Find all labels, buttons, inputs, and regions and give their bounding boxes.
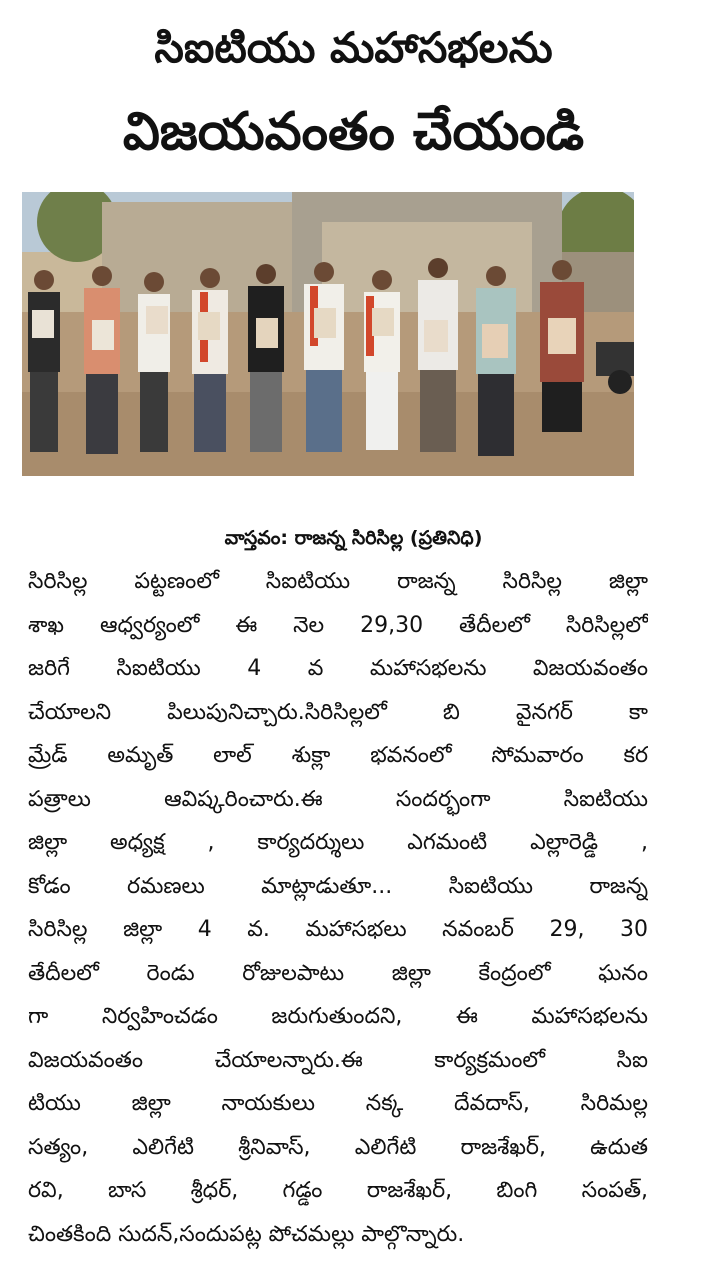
article-line: గా నిర్వహించడం జరుగుతుందని, ఈ మహాసభలను (28, 1004, 648, 1029)
article-line: చింతకింది సుదన్,సందుపట్ల పోచమల్లు పాల్గొన్నారు. (28, 1221, 465, 1247)
article-line: కోడం రమణలు మాట్లాడుతూ... సిఐటియు రాజన్న (28, 873, 648, 899)
article-body (28, 560, 648, 1256)
article-line: మ్రేడ్ అమృత్ లాల్ శుక్లా భవనంలో సోమవారం కర (28, 743, 648, 768)
article-line: సత్యం, ఎలిగేటి శ్రీనివాస్, ఎలిగేటి రాజశేఖర్, ఉదుత (28, 1134, 648, 1160)
article-dateline: వాస్తవం: రాజన్న సిరిసిల్ల (ప్రతినిధి) (224, 527, 483, 549)
news-photo (22, 192, 634, 476)
article-line: విజయవంతం చేయాలన్నారు.ఈ కార్యక్రమంలో సిఐ (28, 1047, 648, 1073)
article-line: జరిగే సిఐటియు 4 వ మహాసభలను విజయవంతం (28, 656, 648, 681)
article-line: పత్రాలు ఆవిష్కరించారు.ఈ సందర్భంగా సిఐటియు (28, 786, 648, 812)
article-line: జిల్లా అధ్యక్ష , కార్యదర్శులు ఎగమంటి ఎల్లారెడ్డి , (28, 830, 648, 855)
article-line: టియు జిల్లా నాయకులు నక్క దేవదాస్, సిరిమల్ల (28, 1091, 648, 1116)
article-line: తేదీలలో రెండు రోజులపాటు జిల్లా కేంద్రంలో ఘనం (28, 960, 648, 986)
group-photo-icon (22, 192, 634, 476)
article-line: సిరిసిల్ల జిల్లా 4 వ. మహాసభలు నవంబర్ 29, 30 (28, 917, 648, 942)
article-line: సిరిసిల్ల పట్టణంలో సిఐటియు రాజన్న సిరిసిల్ల జిల్లా (28, 569, 648, 594)
headline-line-1: సిఐటియు మహాసభలను (154, 23, 553, 72)
headline-line-2: విజయవంతం చేయండి (122, 102, 585, 162)
article-line: రవి, బాస శ్రీధర్, గడ్డం రాజశేఖర్, బింగి సంపత్, (28, 1178, 648, 1203)
article-line: చేయాలని పిలుపునిచ్చారు.సిరిసిల్లలో బి వైనగర్ కా (28, 699, 648, 725)
article-line: శాఖ ఆధ్వర్యంలో ఈ నెల 29,30 తేదీలలో సిరిసిల్లలో (28, 612, 648, 638)
